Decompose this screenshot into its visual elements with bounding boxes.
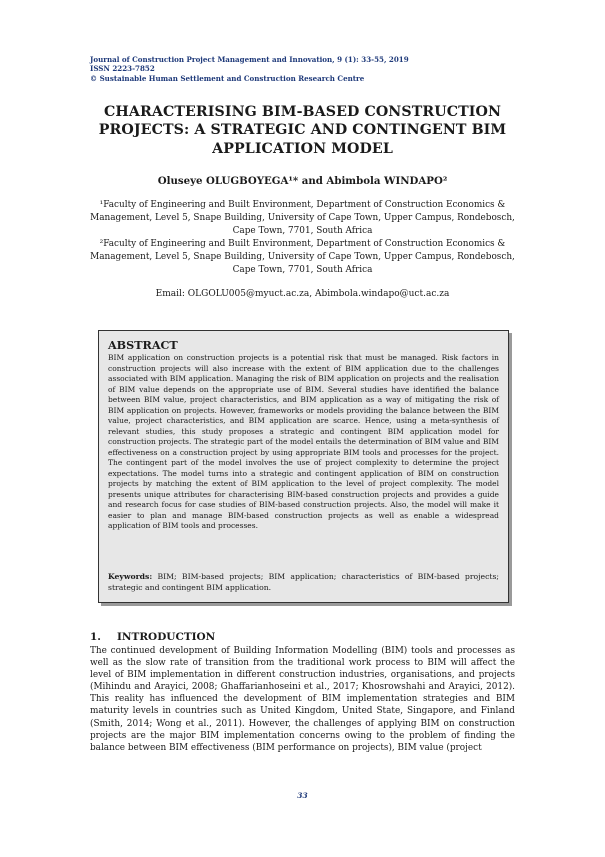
affiliation-2: ²Faculty of Engineering and Built Environment, Department of Construction Economics & Management, Level 5, Snape Building, University of Cape Town, Upper Campus, Rondebosch, Cape Town, 7701, South Africa	[90, 239, 515, 275]
author-list: Oluseye OLUGBOYEGA¹* and Abimbola WINDAPO²	[157, 175, 448, 187]
introduction-text: The continued development of Building Information Modelling (BIM) tools and processes as well as the slow rate of transition from the traditional work process to BIM will affect the level of BIM implementation in different construction industries, organisations, and projects (Mihindu and Arayici, 2008; Ghaffarianhoseini et al., 2017; Khosrowshahi and Arayici, 2012). This reality has influenced the development of BIM implementation strategies and BIM maturity levels in countries such as United Kingdom, United State, Singapore, and Finland (Smith, 2014; Wong et al., 2011). However, the challenges of applying BIM on construction projects are the major BIM implementation concerns owing to the problem of finding the balance between BIM effectiveness (BIM performance on projects), BIM value (project	[90, 646, 515, 753]
journal-citation: Journal of Construction Project Management and Innovation, 9 (1): 33-55, 2019	[90, 55, 409, 64]
journal-issn: ISSN 2223-7852	[90, 64, 155, 74]
keywords-text: BIM; BIM-based projects; BIM application; characteristics of BIM-based projects; strategic and contingent BIM application.	[108, 572, 500, 592]
section-number: 1.	[90, 631, 101, 643]
affiliation-1: ¹Faculty of Engineering and Built Environment, Department of Construction Economics & Management, Level 5, Snape Building, University of Cape Town, Upper Campus, Rondebosch, Cape Town, 7701, South Africa	[90, 200, 515, 236]
abstract-box	[98, 330, 509, 603]
keywords	[108, 572, 499, 593]
journal-header	[90, 55, 409, 83]
journal-copyright: © Sustainable Human Settlement and Construction Research Centre	[90, 73, 365, 83]
abstract-text: BIM application on construction projects is a potential risk that must be managed. Risk factors in construction projects will also increase with the extent of BIM application due to the challenges associated with BIM application. Managing the risk of BIM application on projects and the realisation of BIM value depends on the appropriate use of BIM. Several studies have identified the balance between BIM value, project characteristics, and BIM application as a way of mitigating the risk of BIM application on projects. However, frameworks or models providing the balance between the BIM value, project characteristics, and BIM application are scarce. Hence, using a meta-synthesis of relevant studies, this study proposes a strategic and contingent BIM application model for construction projects. The strategic part of the model entails the determination of BIM value and BIM effectiveness on a construction project by using appropriate BIM tools and processes for the project. The contingent part of the model involves the use of project complexity to determine the project expectations. The model turns into a strategic and contingent application of BIM on construction projects by matching the extent of BIM application to the level of project complexity. The model presents unique attributes for characterising BIM-based construction projects and provides a guide and research focus for case studies of BIM-based construction projects. Also, the model will make it easier to plan and manage BIM-based construction projects as well as enable a widespread application of BIM tools and processes.	[108, 353, 499, 530]
section-title: INTRODUCTION	[117, 631, 216, 643]
keywords-label: Keywords:	[108, 572, 153, 581]
page-number: 33	[297, 791, 308, 800]
paper-title: CHARACTERISING BIM-BASED CONSTRUCTION PROJECTS: A STRATEGIC AND CONTINGENT BIM APPLICATION MODEL	[98, 104, 507, 157]
contact-email: Email: OLGOLU005@myuct.ac.za, Abimbola.windapo@uct.ac.za	[155, 289, 450, 299]
section-heading-introduction	[90, 631, 215, 643]
abstract-heading: ABSTRACT	[108, 338, 178, 352]
